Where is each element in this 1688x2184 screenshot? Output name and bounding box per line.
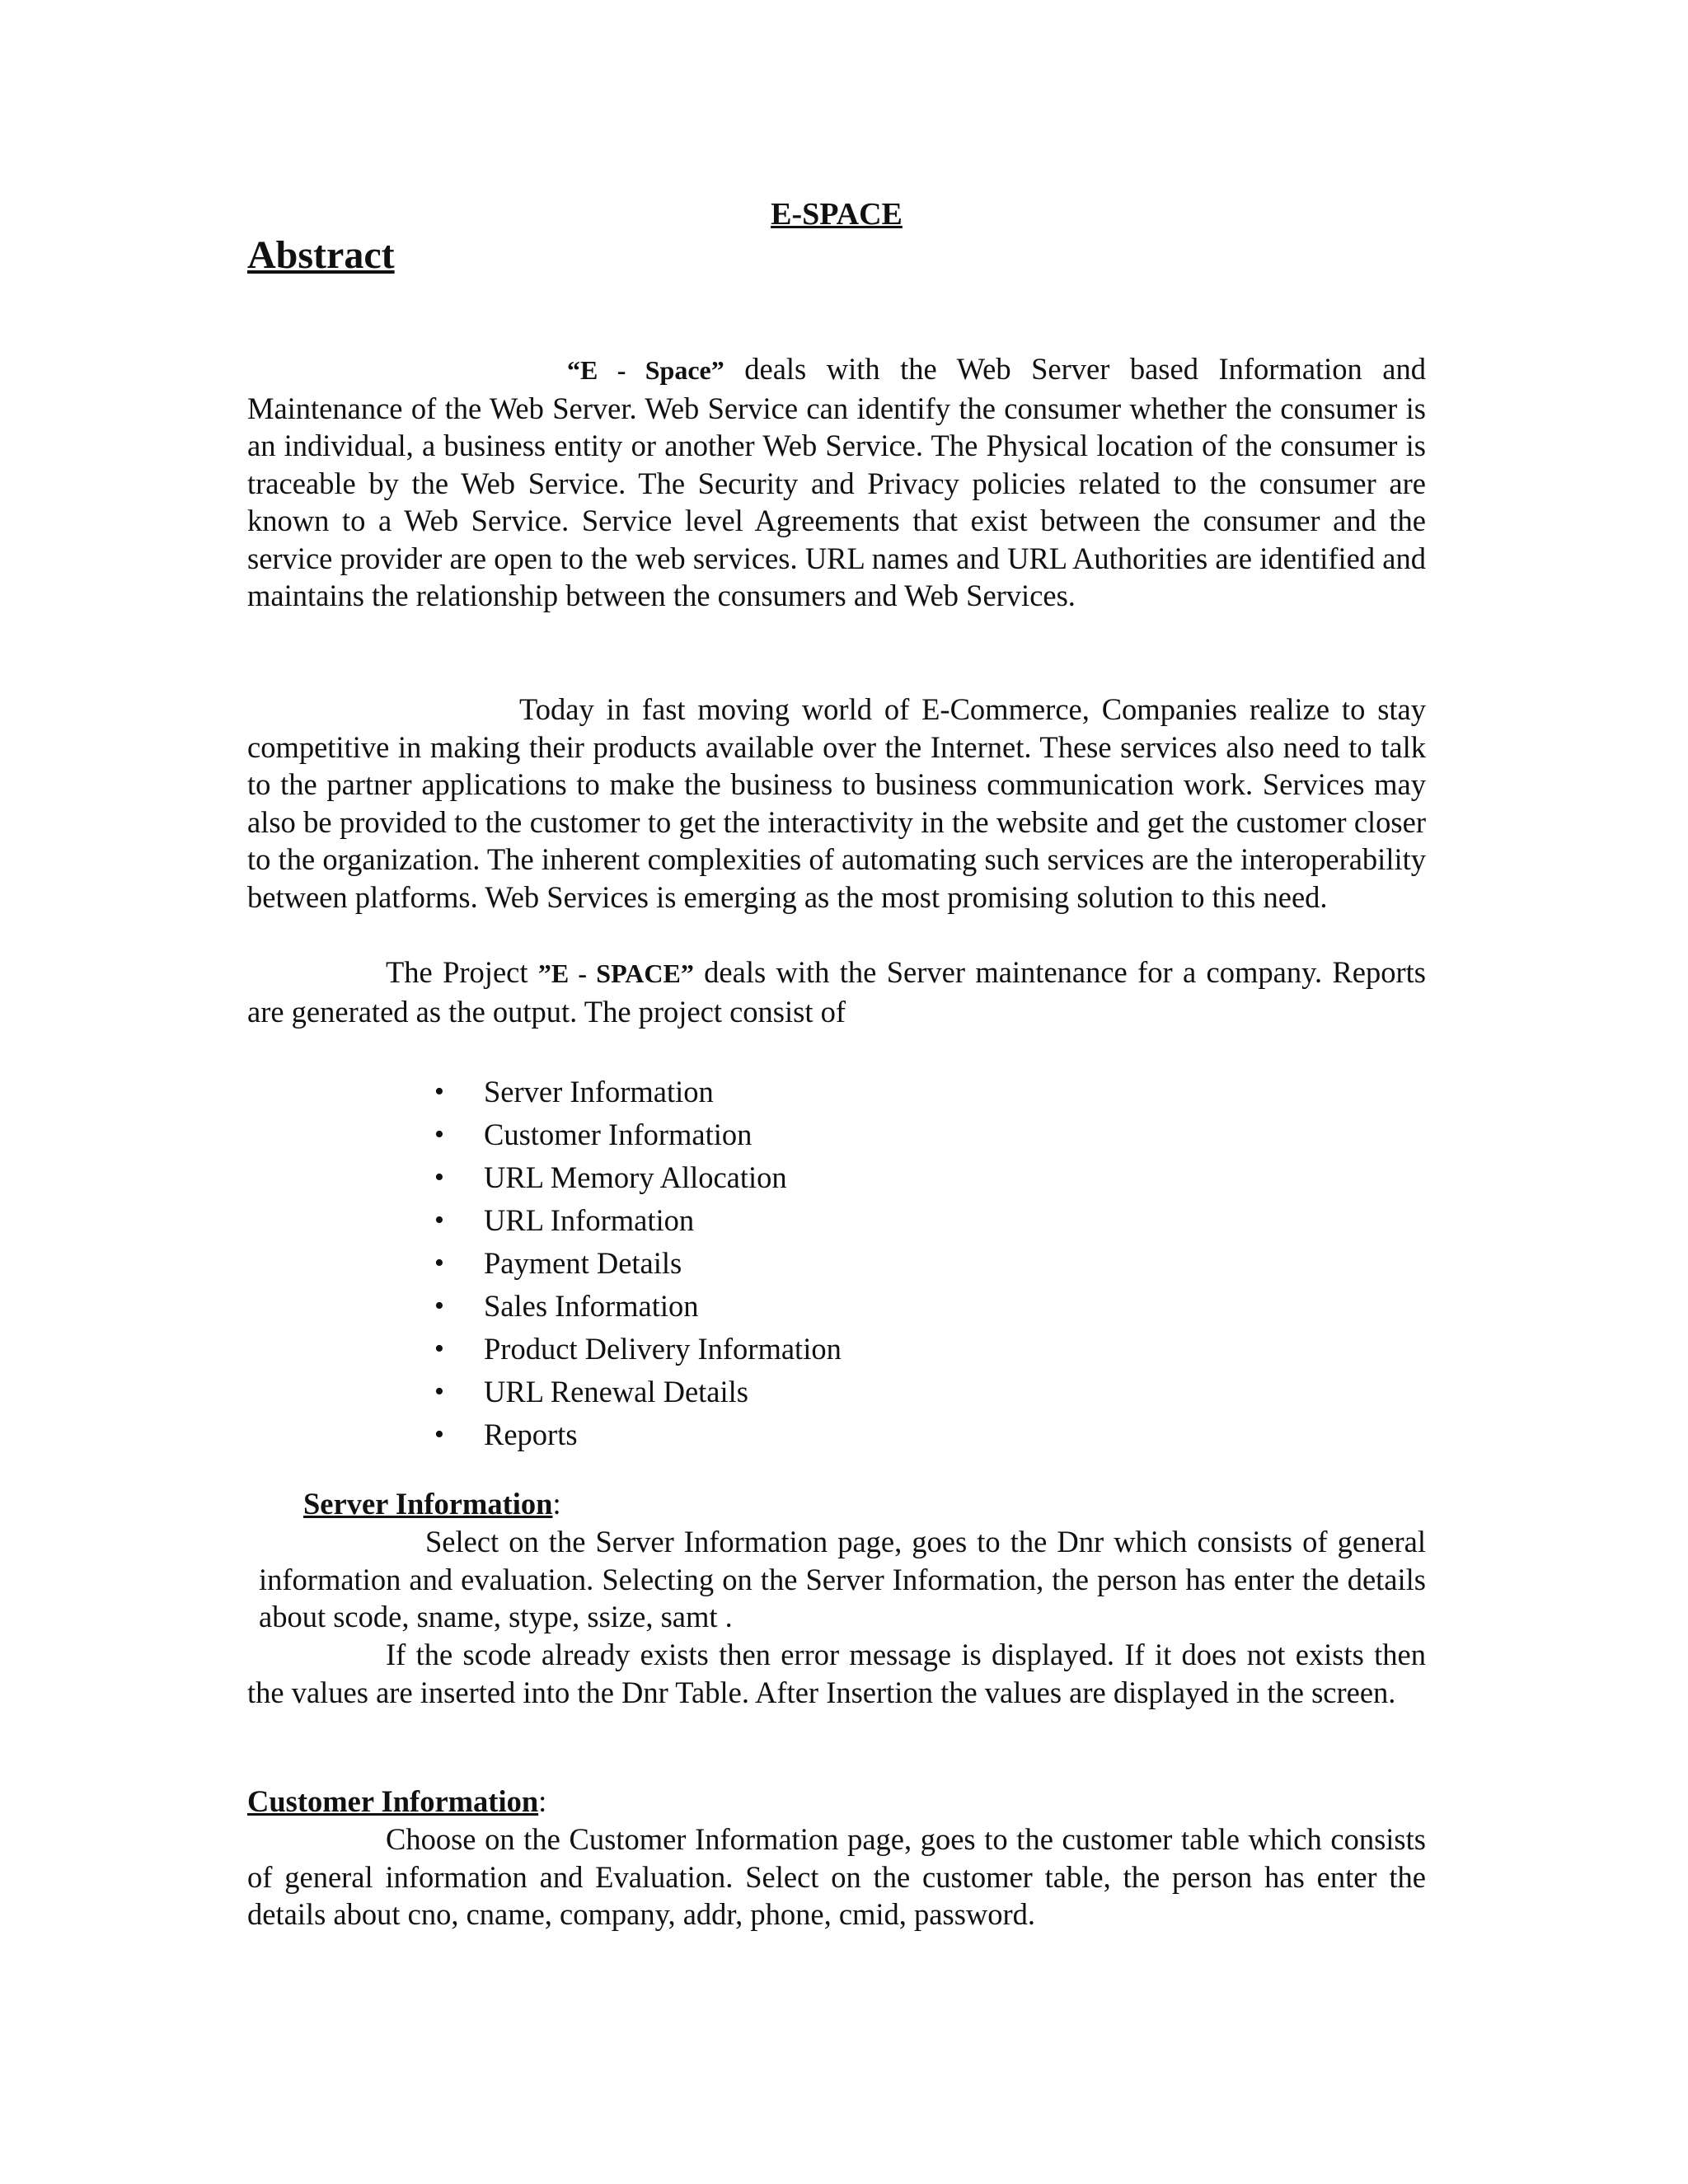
list-item: • Sales Information (424, 1285, 842, 1328)
server-error-paragraph: If the scode already exists then error message is displayed. If it does not exists then the values are inserted into the Dnr Table. After Insertion the values are displayed in the screen. (247, 1638, 1426, 1709)
product-name: “E - Space” (567, 355, 724, 385)
bullet-icon: • (434, 1076, 444, 1107)
list-item: • URL Renewal Details (424, 1371, 842, 1413)
bullet-icon: • (434, 1248, 444, 1278)
bullet-icon: • (434, 1333, 444, 1364)
intro-text: deals with the Web Server based Information and Maintenance of the Web Server. Web Service can identify the consumer whether the consumer is an individual, a business entity or another Web Service. The Physical location of the consumer is traceable by the Web Service. The Security and Privacy policies related to the consumer are known to a Web Service. Service level Agreements that exist between the consumer and the service provider are open to the web services. URL names and URL Authorities are identified and maintains the relationship between the consumers and Web Services. (247, 352, 1427, 612)
list-item: • URL Information (424, 1199, 842, 1242)
list-item: • Payment Details (424, 1242, 842, 1285)
project-paragraph: The Project ”E - SPACE” deals with the Server maintenance for a company. Reports are generated as the output. The project consist of (247, 955, 1427, 1029)
document-title: E-SPACE (771, 197, 903, 232)
module-list (424, 1071, 842, 1456)
bullet-icon: • (434, 1162, 444, 1193)
abstract-heading: Abstract (247, 233, 395, 277)
bullet-icon: • (434, 1419, 444, 1450)
intro-paragraph (247, 350, 1426, 615)
bullet-icon: • (434, 1376, 444, 1407)
list-item: • Customer Information (424, 1113, 842, 1156)
list-item: • Product Delivery Information (424, 1328, 842, 1371)
bullet-icon: • (434, 1119, 444, 1150)
bullet-icon: • (434, 1291, 444, 1321)
customer-information-paragraph: Choose on the Customer Information page, goes to the customer table which consists of general information and Evaluation. Select on the customer table, the person has enter the details about cno, cname, company, addr, phone, cmid, password. (247, 1822, 1426, 1931)
bullet-icon: • (434, 1205, 444, 1235)
server-information-heading: Server Information: (303, 1487, 561, 1521)
project-name: ”E - SPACE” (537, 958, 694, 988)
list-item: • URL Memory Allocation (424, 1156, 842, 1199)
list-item: • Reports (424, 1413, 842, 1456)
ecommerce-paragraph: Today in fast moving world of E-Commerce, Companies realize to stay competitive in making their products available over the Internet. These services also need to talk to the partner applications to make the business to business communication work. Services may also be provided to the customer to get the interactivity in the website and get the customer closer to the organization. The inherent complexities of automating such services are the interoperability between platforms. Web Services is emerging as the most promising solution to this need. (247, 692, 1426, 914)
customer-information-heading: Customer Information: (247, 1784, 547, 1818)
server-information-paragraph: Select on the Server Information page, goes to the Dnr which consists of general information and evaluation. Selecting on the Server Information, the person has enter the details about scode, sname, stype, ssize, samt . (259, 1525, 1426, 1633)
list-item: • Server Information (424, 1071, 842, 1113)
